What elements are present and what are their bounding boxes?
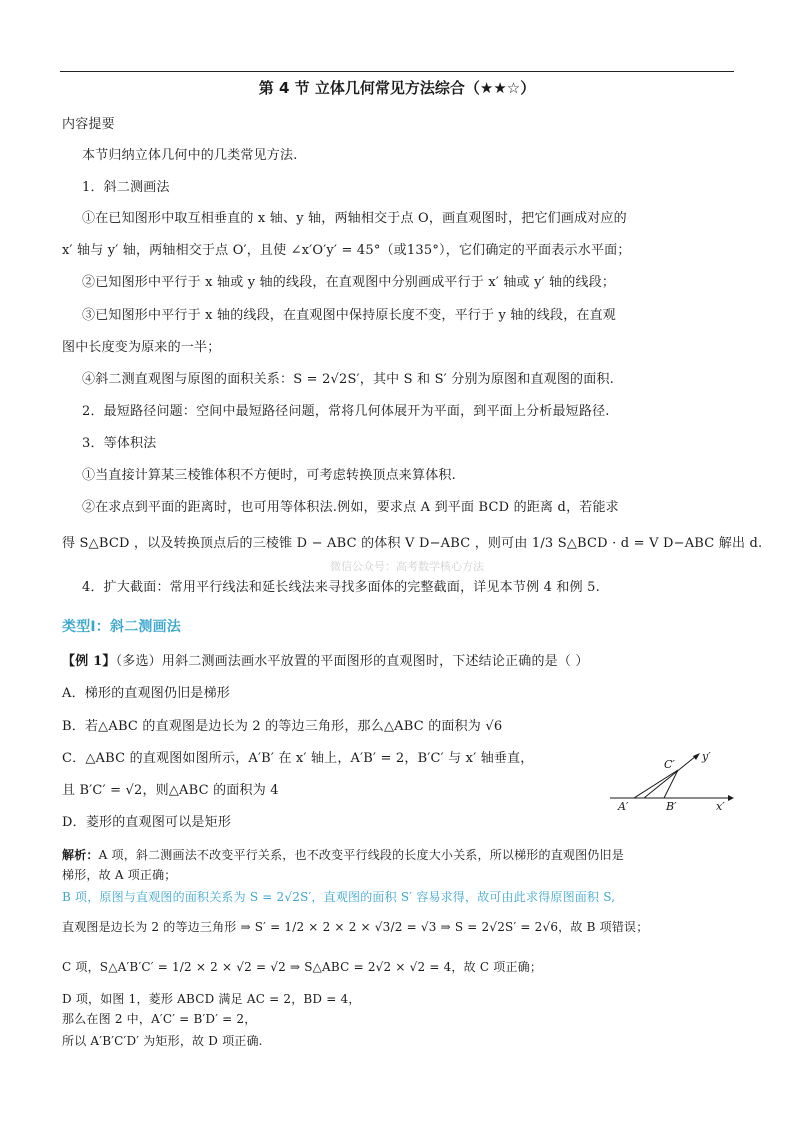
header-rule [60, 71, 734, 72]
section3-para2-line2: 得 S△BCD ，以及转换顶点后的三棱锥 D − ABC 的体积 V D−ABC ，则可由 1/3 S△BCD · d = V D−ABC 解出 d. [62, 536, 763, 551]
example1-text: （多选）用斜二测画法画水平放置的平面图形的直观图时，下述结论正确的是（ ） [115, 654, 589, 669]
option-c-line2: 且 B′C′ = √2，则△ABC 的面积为 4 [62, 783, 279, 798]
label-x: x′ [716, 800, 725, 813]
option-a: A．梯形的直观图仍旧是梯形 [62, 686, 230, 701]
type1-heading: 类型Ⅰ：斜二测画法 [62, 619, 182, 635]
page-title: 第 4 节 立体几何常见方法综合（★★☆） [258, 79, 536, 97]
solution-a-text: A 项，斜二测画法不改变平行关系，也不改变平行线段的长度大小关系，所以梯形的直观图仍旧是 [98, 848, 624, 862]
section3-para2-line1: ②在求点到平面的距离时，也可用等体积法.例如，要求点 A 到平面 BCD 的距离 d，若能求 [82, 500, 619, 515]
section1-para1-line1: ①在已知图形中取互相垂直的 x 轴、y 轴，两轴相交于点 O，画直观图时，把它们画成对应的 [82, 211, 627, 226]
solution-c: C 项，S△A′B′C′ = 1/2 × 2 × √2 = √2 ⇒ S△ABC = 2√2 × √2 = 4，故 C 项正确； [62, 960, 543, 974]
x-axis-arrow [728, 795, 734, 801]
solution-d-line2: 那么在图 2 中，A′C′ = B′D′ = 2， [62, 1012, 257, 1026]
section1-title: 1．斜二测画法 [82, 180, 170, 195]
example1-stem [62, 650, 589, 669]
solution-d-line1: D 项，如图 1，菱形 ABCD 满足 AC = 2，BD = 4， [62, 992, 361, 1006]
oblique-axes-figure [600, 748, 740, 818]
solution-a-line1 [62, 846, 624, 863]
label-y: y′ [702, 750, 711, 763]
y-axis-arrow [693, 753, 700, 760]
option-d: D．菱形的直观图可以是矩形 [62, 815, 232, 830]
solution-b-line1: B 项，原图与直观图的面积关系为 S = 2√2S′，直观图的面积 S′ 容易求得，故可由此求得原图面积 S, [62, 890, 616, 904]
option-b: B．若△ABC 的直观图是边长为 2 的等边三角形，那么△ABC 的面积为 √6 [62, 719, 503, 734]
section2: 2．最短路径问题：空间中最短路径问题，常将几何体展开为平面，到平面上分析最短路径. [82, 404, 610, 419]
option-c-line1: C．△ABC 的直观图如图所示，A′B′ 在 x′ 轴上，A′B′ = 2，B′C′ 与 x′ 轴垂直， [62, 751, 534, 766]
section1-para1-line2: x′ 轴与 y′ 轴，两轴相交于点 O′，且使 ∠x′O′y′ = 45°（或135°），它们确定的平面表示水平面； [62, 243, 631, 258]
section1-para4: ④斜二测直观图与原图的面积关系：S = 2√2S′，其中 S 和 S′ 分别为原图和直观图的面积. [82, 372, 614, 387]
label-a: A′ [618, 800, 629, 813]
summary-intro: 本节归纳立体几何中的几类常见方法. [82, 148, 298, 163]
section3-para1: ①当直接计算某三棱锥体积不方便时，可考虑转换顶点来算体积. [82, 468, 456, 483]
solution-d-line3: 所以 A′B′C′D′ 为矩形，故 D 项正确. [62, 1034, 263, 1048]
section3-title: 3．等体积法 [82, 436, 157, 451]
summary-label: 内容提要 [62, 117, 115, 132]
solution-b-line2: 直观图是边长为 2 的等边三角形 ⇒ S′ = 1/2 × 2 × 2 × √3/2 = √3 ⇒ S = 2√2S′ = 2√6，故 B 项错误； [62, 920, 649, 934]
example1-tag: 【例 1】 [62, 654, 116, 669]
section4: 4．扩大截面：常用平行线法和延长线法来寻找多面体的完整截面，详见本节例 4 和例 5. [82, 580, 600, 595]
solution-label: 解析： [62, 848, 99, 862]
section1-para2: ②已知图形中平行于 x 轴或 y 轴的线段，在直观图中分别画成平行于 x′ 轴或 y′ 轴的线段； [82, 275, 616, 290]
label-b: B′ [666, 800, 677, 813]
watermark: 微信公众号：高考数学核心方法 [330, 560, 484, 573]
solution-a-line2: 梯形，故 A 项正确； [62, 868, 177, 882]
label-c: C′ [664, 758, 675, 771]
section1-para3-line1: ③已知图形中平行于 x 轴的线段，在直观图中保持原长度不变，平行于 y 轴的线段，在直观 [82, 308, 617, 323]
section1-para3-line2: 图中长度变为原来的一半； [62, 340, 221, 355]
